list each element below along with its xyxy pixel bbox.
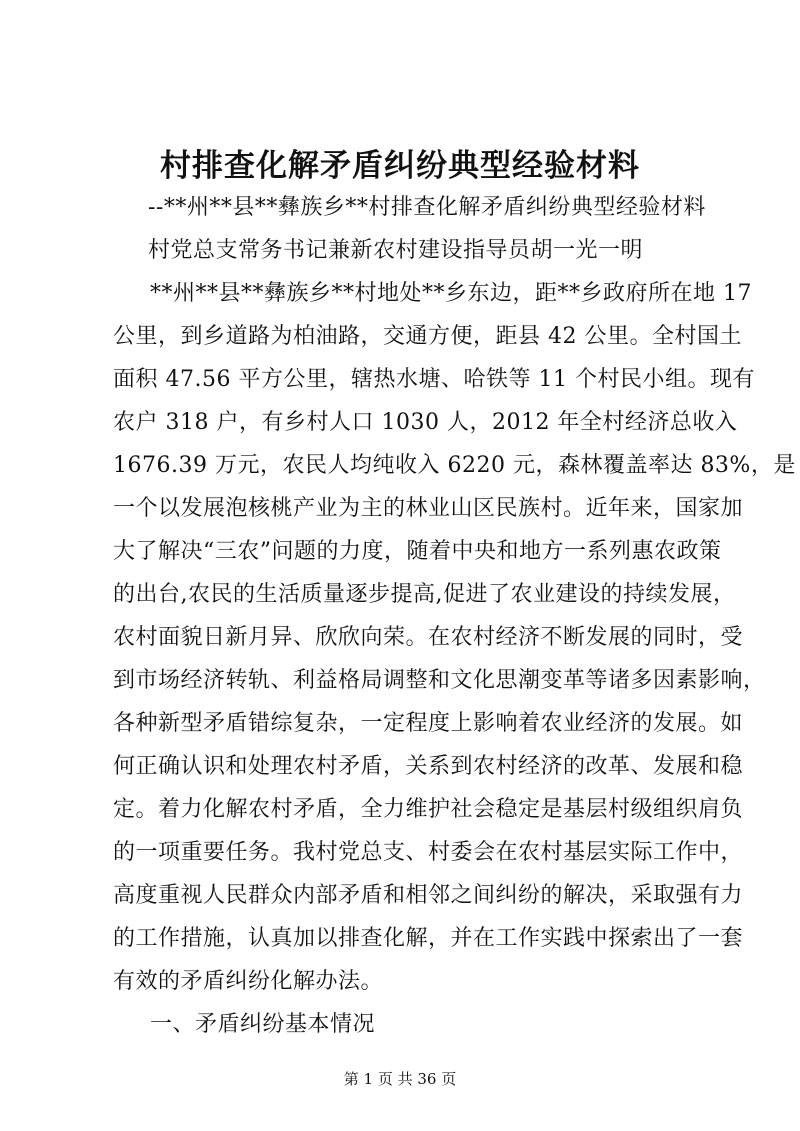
body-line: 大了解决“三农”问题的力度，随着中央和地方一系列惠农政策 xyxy=(113,539,722,564)
body-line: 一个以发展泡核桃产业为主的林业山区民族村。近年来，国家加 xyxy=(113,496,744,521)
body-line: 公里，到乡道路为柏油路，交通方便，距县 42 公里。全村国土 xyxy=(113,324,742,349)
body-line: 的工作措施，认真加以排查化解，并在工作实践中探索出了一套 xyxy=(113,926,744,951)
document-title: 村排查化解矛盾纠纷典型经验材料 xyxy=(160,148,640,184)
page-footer: 第 1 页 共 36 页 xyxy=(343,1070,457,1088)
body-line: 的出台,农民的生活质量逐步提高,促进了农业建设的持续发展， xyxy=(113,582,736,607)
body-line: 到市场经济转轨、利益格局调整和文化思潮变革等诸多因素影响， xyxy=(113,668,766,693)
body-line: 高度重视人民群众内部矛盾和相邻之间纠纷的解决，采取强有力 xyxy=(113,883,744,908)
body-line: 定。着力化解农村矛盾，全力维护社会稳定是基层村级组织肩负 xyxy=(113,797,744,822)
section-heading: 一、矛盾纠纷基本情况 xyxy=(150,1012,376,1037)
body-line: **州**县**彝族乡**村地处**乡东边，距**乡政府所在地 17 xyxy=(150,281,752,306)
body-line: 农村面貌日新月异、欣欣向荣。在农村经济不断发展的同时，受 xyxy=(113,625,744,650)
author-line: 村党总支常务书记兼新农村建设指导员胡一光一明 xyxy=(148,238,644,263)
body-line: 有效的矛盾纠纷化解办法。 xyxy=(113,969,384,994)
body-line: 各种新型矛盾错综复杂，一定程度上影响着农业经济的发展。如 xyxy=(113,711,744,736)
body-line: 何正确认识和处理农村矛盾，关系到农村经济的改革、发展和稳 xyxy=(113,754,744,779)
body-line: 面积 47.56 平方公里，辖热水塘、哈铁等 11 个村民小组。现有 xyxy=(113,367,755,392)
body-line: 农户 318 户，有乡村人口 1030 人，2012 年全村经济总收入 xyxy=(113,410,738,435)
body-line: 1676.39 万元，农民人均纯收入 6220 元，森林覆盖率达 83%，是 xyxy=(113,453,796,478)
document-subtitle: --**州**县**彝族乡**村排查化解矛盾纠纷典型经验材料 xyxy=(148,195,706,220)
body-line: 的一项重要任务。我村党总支、村委会在农村基层实际工作中， xyxy=(113,840,744,865)
